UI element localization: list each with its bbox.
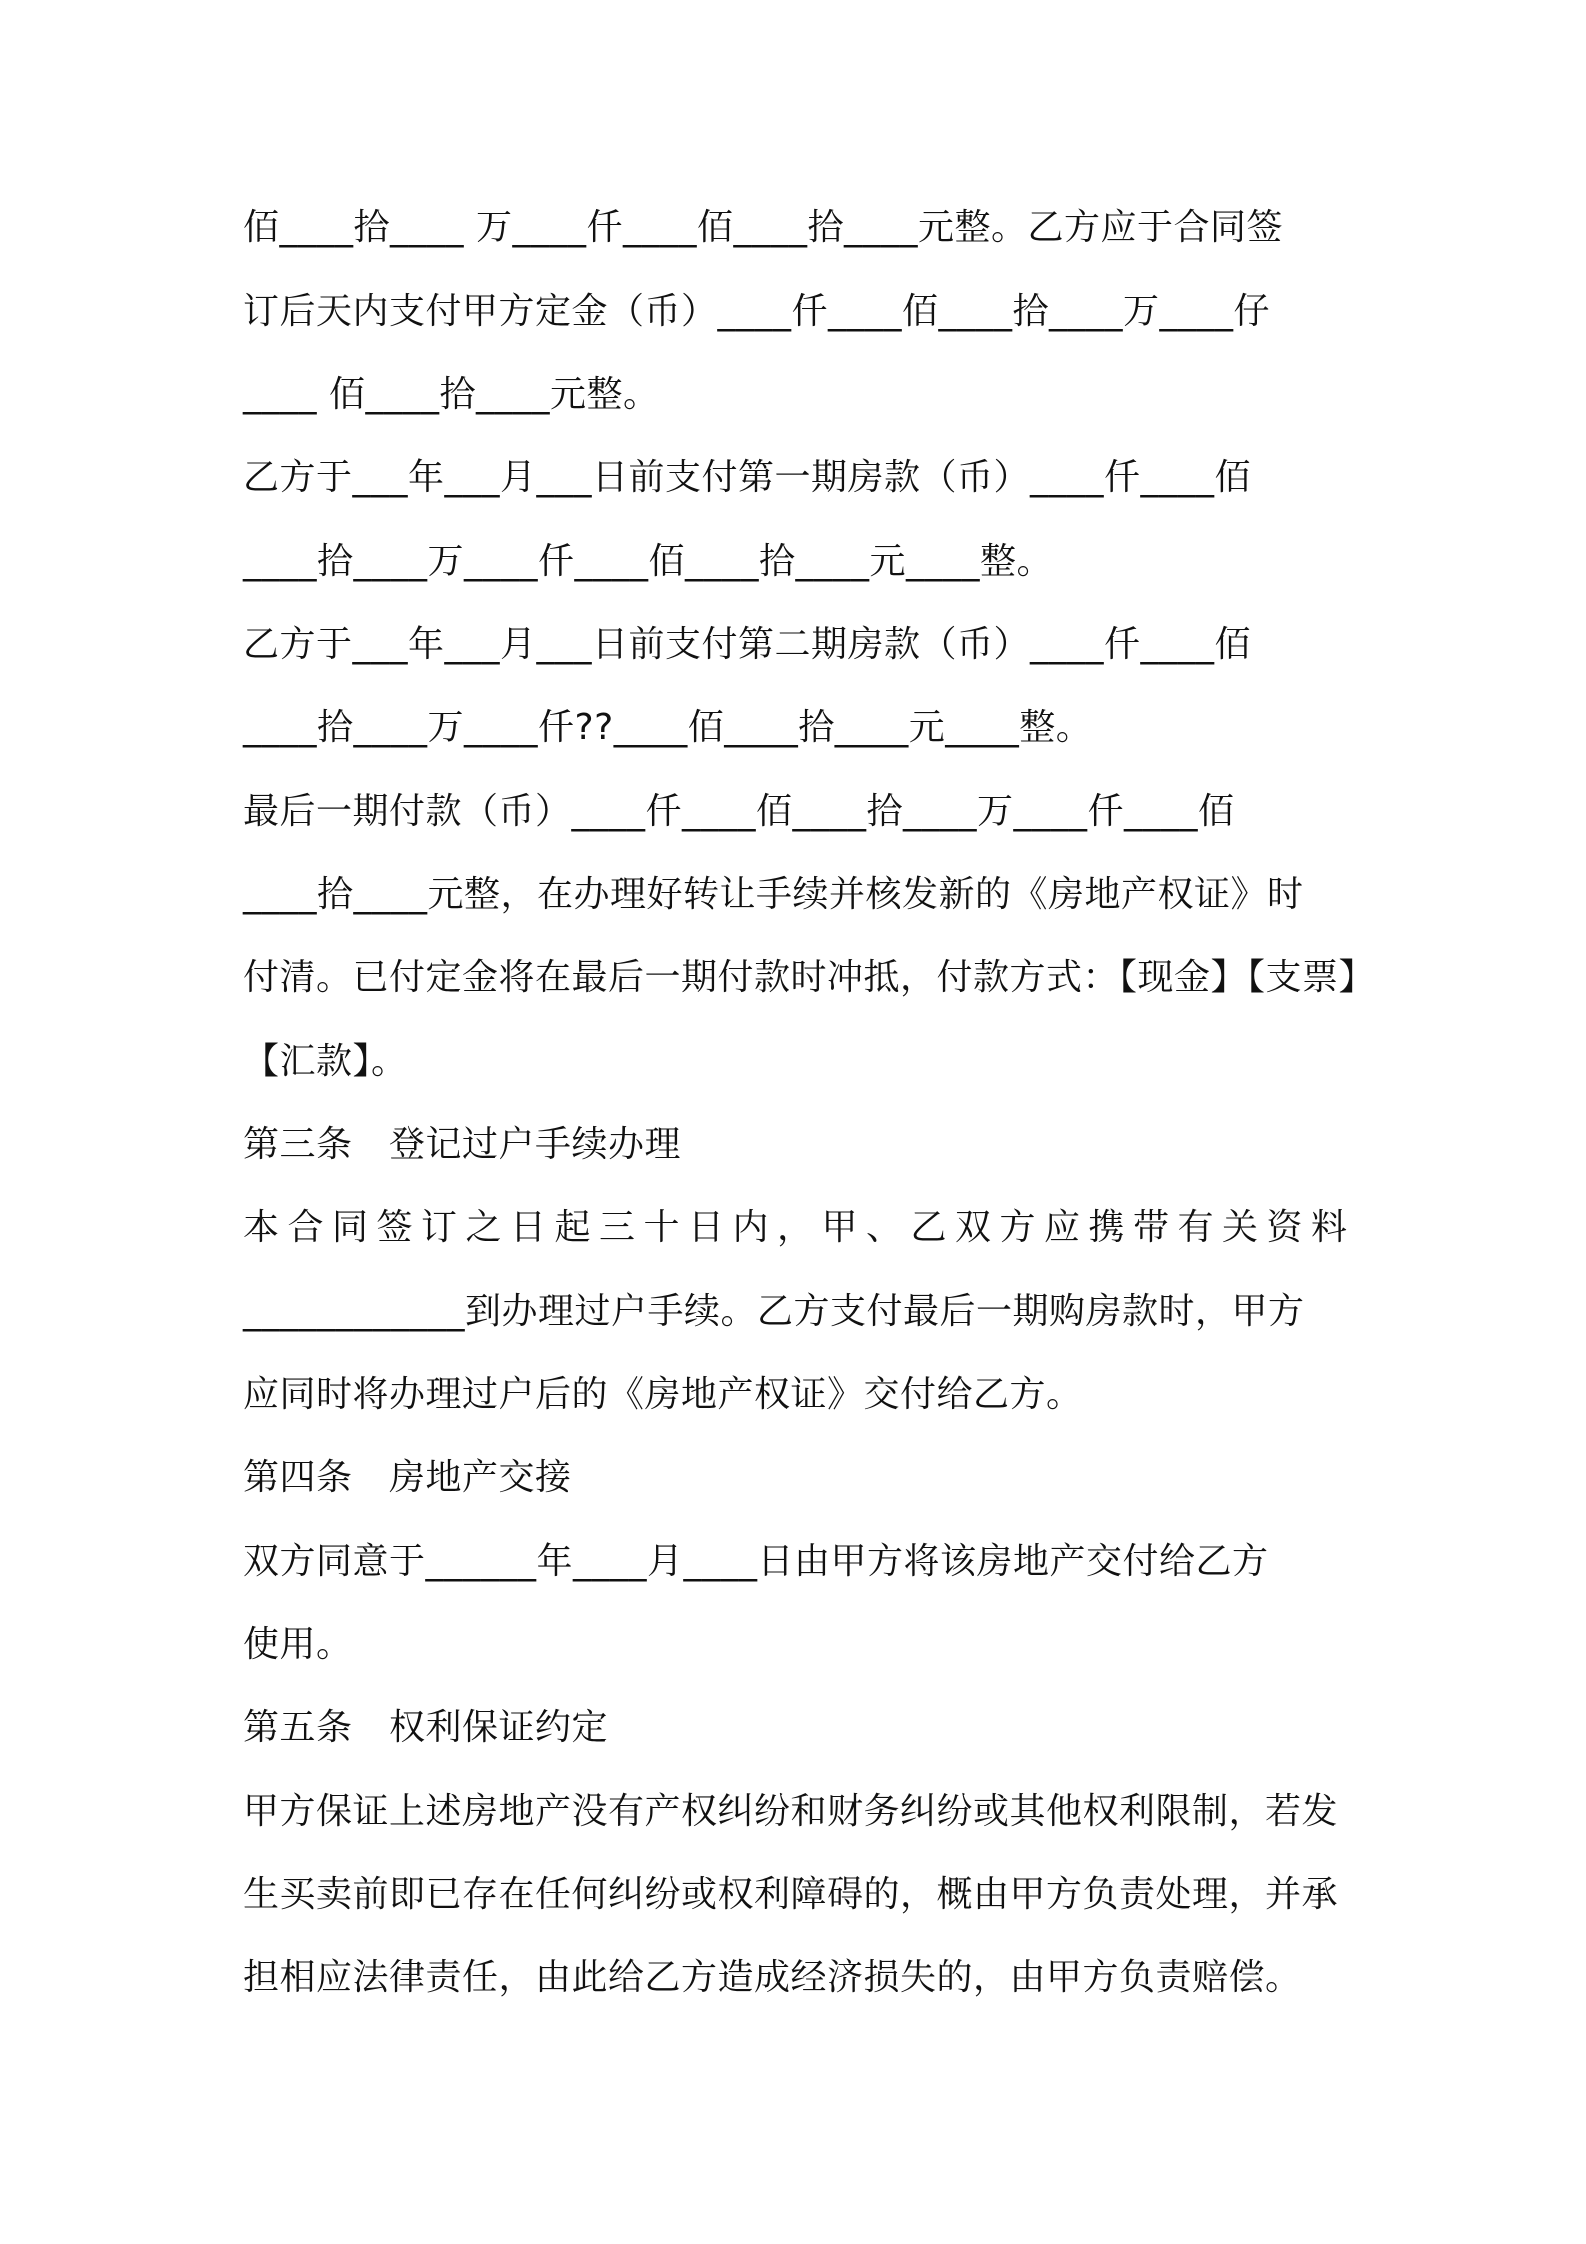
text-line-1: 佰____拾____ 万____仟____佰____拾____元整。乙方应于合同签 [243,207,1283,248]
text-line-21: 生买卖前即已存在任何纠纷或权利障碍的，概由甲方负责处理，并承 [243,1874,1339,1915]
text-line-6: 乙方于___年___月___日前支付第二期房款（币）____仟____佰 [243,624,1252,665]
text-line-14: ____________到办理过户手续。乙方支付最后一期购房款时，甲方 [243,1291,1305,1332]
text-line-7: ____拾____万____仟??____佰____拾____元____整。 [243,707,1093,748]
text-line-4: 乙方于___年___月___日前支付第一期房款（币）____仟____佰 [243,457,1252,498]
section-heading-5: 第五条 权利保证约定 [243,1707,609,1748]
text-line-8: 最后一期付款（币）____仟____佰____拾____万____仟____佰 [243,791,1235,832]
text-line-17: 双方同意于______年____月____日由甲方将该房地产交付给乙方 [243,1541,1269,1582]
text-line-22: 担相应法律责任，由此给乙方造成经济损失的，由甲方负责赔偿。 [243,1957,1302,1998]
text-line-10: 付清。已付定金将在最后一期付款时冲抵，付款方式：【现金】【支票】 [243,957,1376,998]
text-line-13: 本合同签订之日起三十日内，甲、乙双方应携带有关资料 [243,1207,1356,1248]
text-line-15: 应同时将办理过户后的《房地产权证》交付给乙方。 [243,1374,1083,1415]
text-line-5: ____拾____万____仟____佰____拾____元____整。 [243,541,1054,582]
text-line-2: 订后天内支付甲方定金（币）____仟____佰____拾____万____仔 [243,291,1271,332]
text-line-3: ____ 佰____拾____元整。 [243,374,660,415]
text-line-9: ____拾____元整，在办理好转让手续并核发新的《房地产权证》时 [243,874,1304,915]
text-line-18: 使用。 [243,1624,353,1665]
text-line-11: 【汇款】。 [243,1041,408,1082]
section-heading-3: 第三条 登记过户手续办理 [243,1124,682,1165]
text-line-20: 甲方保证上述房地产没有产权纠纷和财务纠纷或其他权利限制，若发 [243,1791,1339,1832]
section-heading-4: 第四条 房地产交接 [243,1457,572,1498]
